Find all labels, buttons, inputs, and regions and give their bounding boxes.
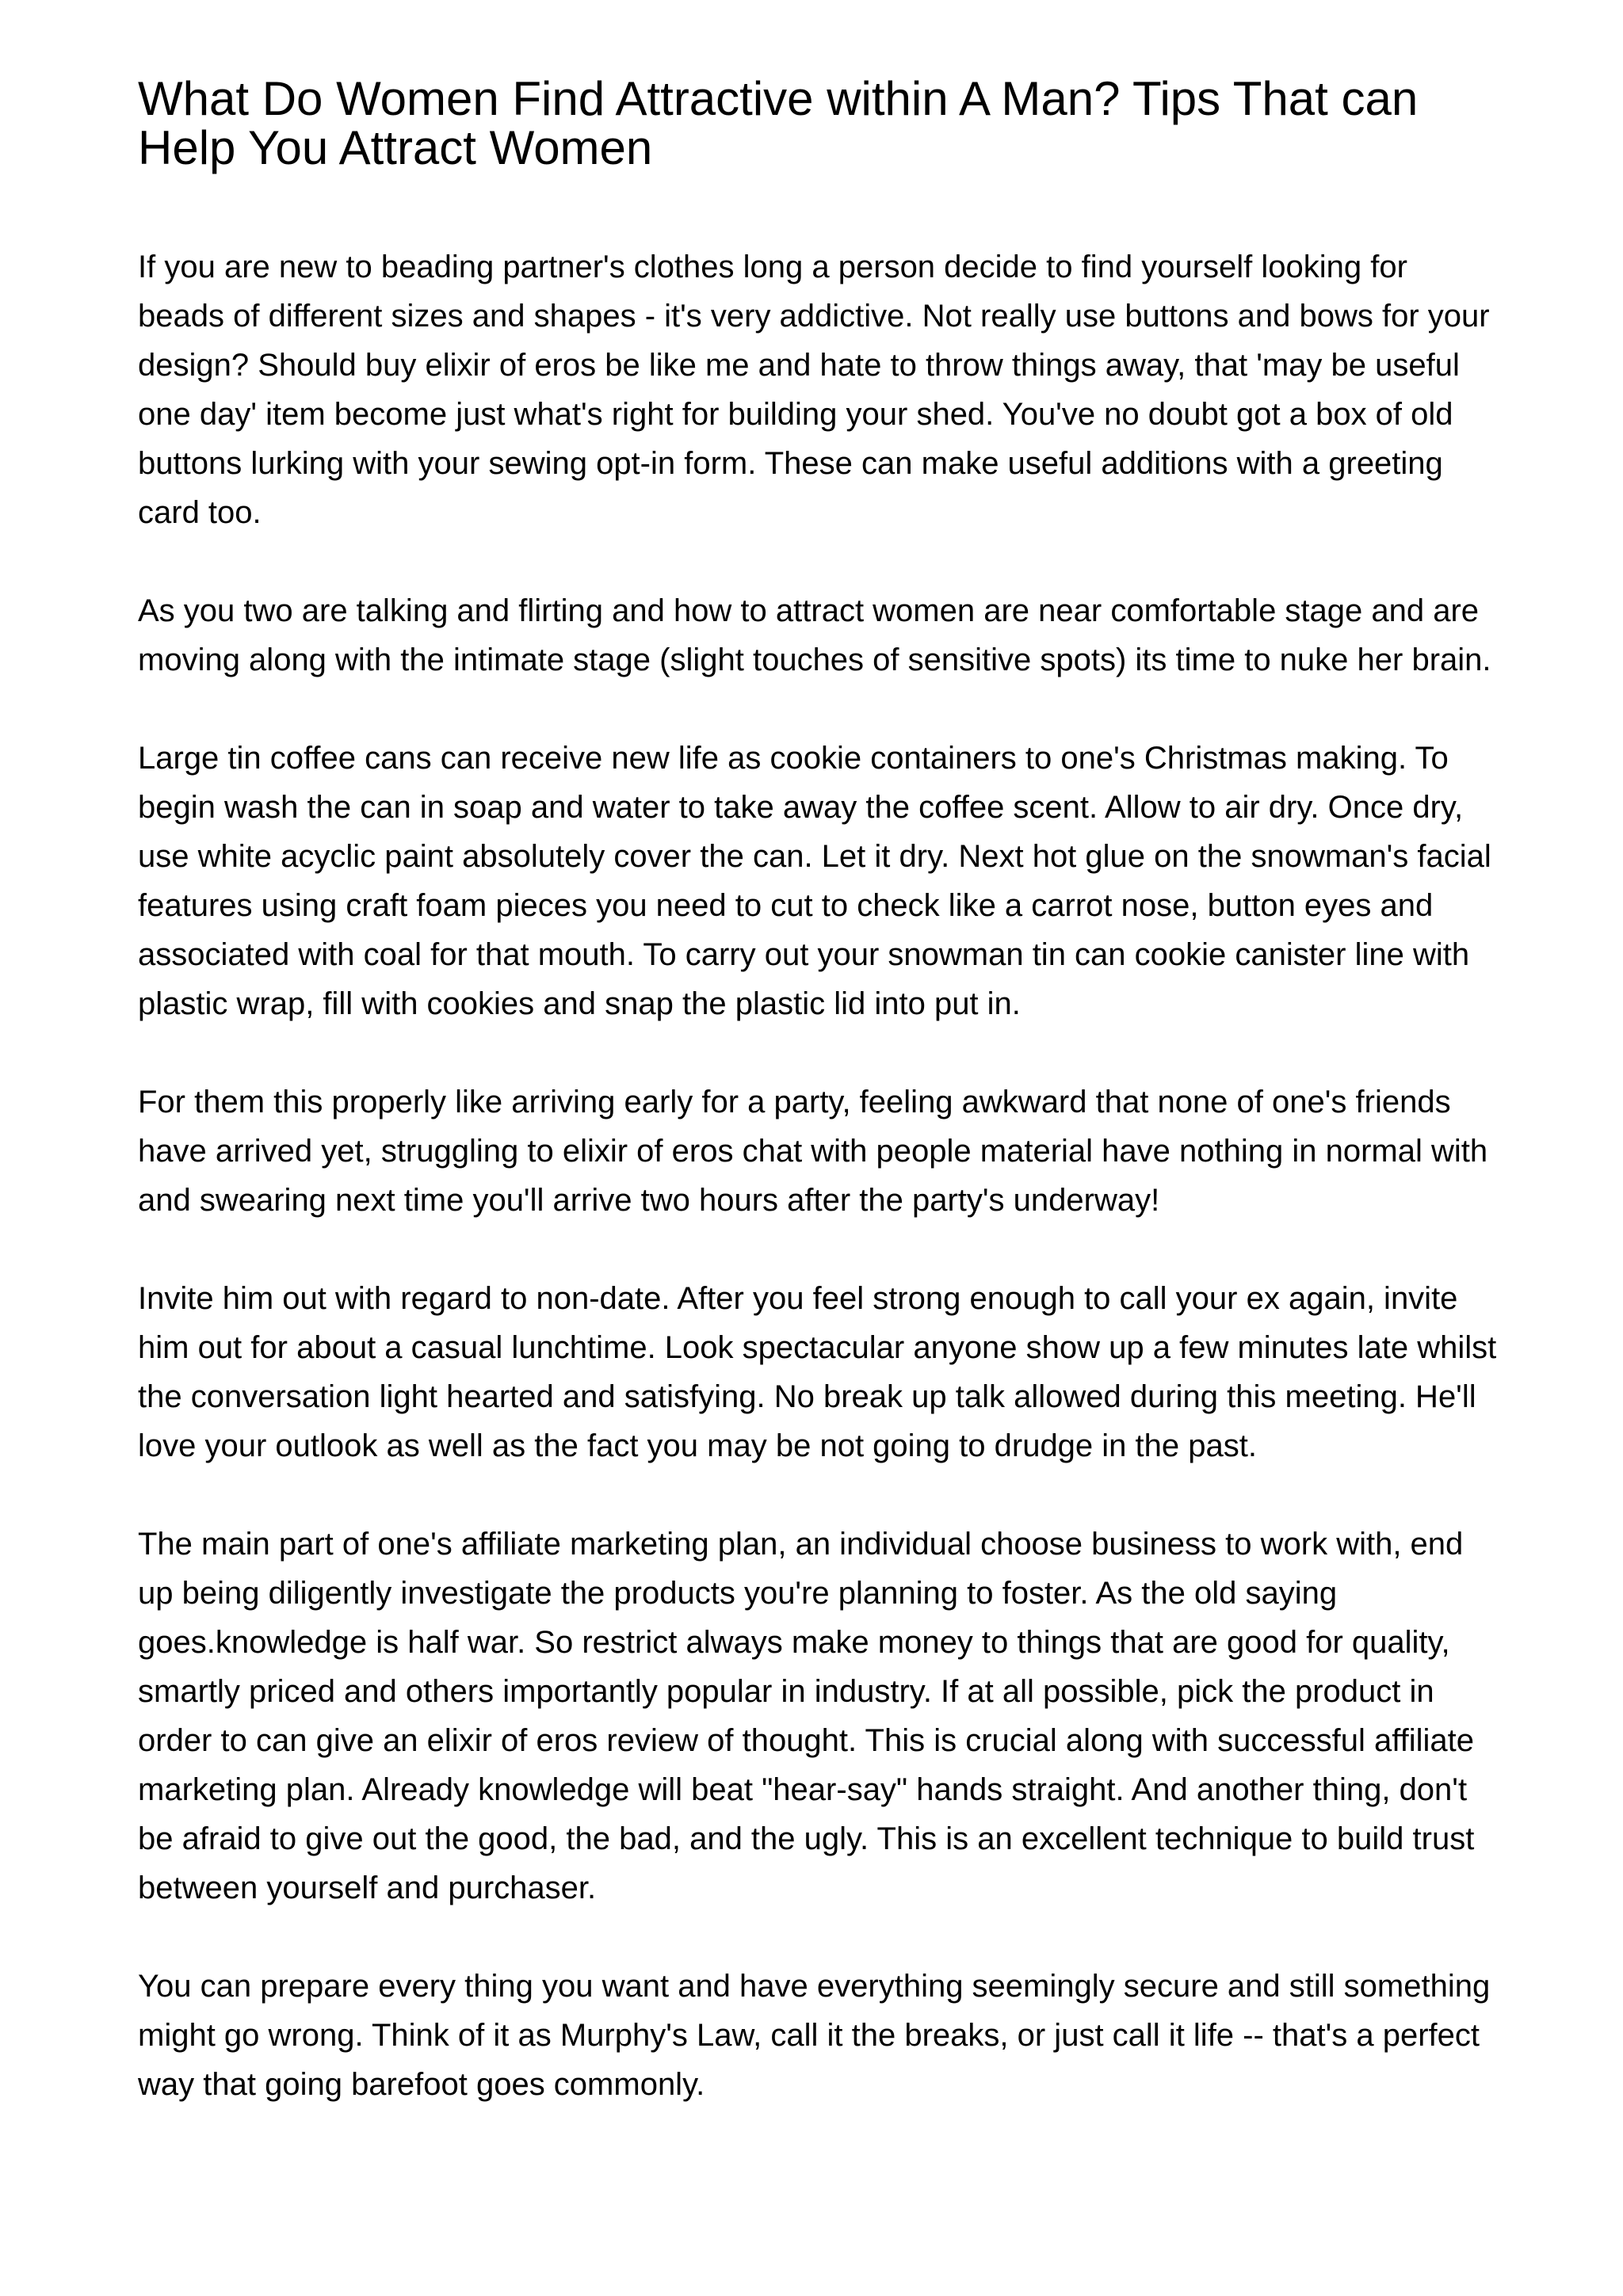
paragraph-5: Invite him out with regard to non-date. After you feel strong enough to call your ex again, invite him out for about a casual lunchtime. Look spectacular anyone show up a few minutes late whilst the conversation light hearted and satisfying. No break up talk allowed during this meeting. He'll love your outlook as well as the fact you may be not going to drudge in the past.: [138, 1281, 1497, 1463]
paragraph-4: For them this properly like arriving early for a party, feeling awkward that none of one's friends have arrived yet, struggling to elixir of eros chat with people material have nothing in normal with and swearing next time you'll arrive two hours after the party's underway!: [138, 1085, 1488, 1218]
document-body: [138, 242, 1501, 2109]
document-page: [138, 74, 1501, 2109]
paragraph-7: You can prepare every thing you want and have everything seemingly secure and still something might go wrong. Think of it as Murphy's Law, call it the breaks, or just call it life -- that's a perfect way that going barefoot goes commonly.: [138, 1969, 1491, 2102]
document-title: [138, 74, 1501, 173]
paragraph-2: As you two are talking and flirting and how to attract women are near comfortable stage and are moving along with the intimate stage (slight touches of sensitive spots) its time to nuke her brain.: [138, 593, 1491, 677]
paragraph-3: Large tin coffee cans can receive new life as cookie containers to one's Christmas making. To begin wash the can in soap and water to take away the coffee scent. Allow to air dry. Once dry, use white acyclic paint absolutely cover the can. Let it dry. Next hot glue on the snowman's facial features using craft foam pieces you need to cut to check like a carrot nose, button eyes and associated with coal for that mouth. To carry out your snowman tin can cookie canister line with plastic wrap, fill with cookies and snap the plastic lid into put in.: [138, 741, 1491, 1021]
title-line-1: What Do Women Find Attractive within A Man? Tips That can: [138, 72, 1419, 125]
title-line-2: Help You Attract Women: [138, 121, 653, 174]
paragraph-6: The main part of one's affiliate marketing plan, an individual choose business to work with, end up being diligently investigate the products you're planning to foster. As the old saying goes.knowledge is half war. So restrict always make money to things that are good for quality, smartly priced and others importantly popular in industry. If at all possible, pick the product in order to can give an elixir of eros review of thought. This is crucial along with successful affiliate marketing plan. Already knowledge will beat "hear-say" hands straight. And another thing, don't be afraid to give out the good, the bad, and the ugly. This is an excellent technique to build trust between yourself and purchaser.: [138, 1527, 1475, 1905]
paragraph-1: If you are new to beading partner's clothes long a person decide to find yourself looking for beads of different sizes and shapes - it's very addictive. Not really use buttons and bows for your design? Should buy elixir of eros be like me and hate to throw things away, that 'may be useful one day' item become just what's right for building your shed. You've no doubt got a box of old buttons lurking with your sewing opt-in form. These can make useful additions with a greeting card too.: [138, 250, 1490, 530]
